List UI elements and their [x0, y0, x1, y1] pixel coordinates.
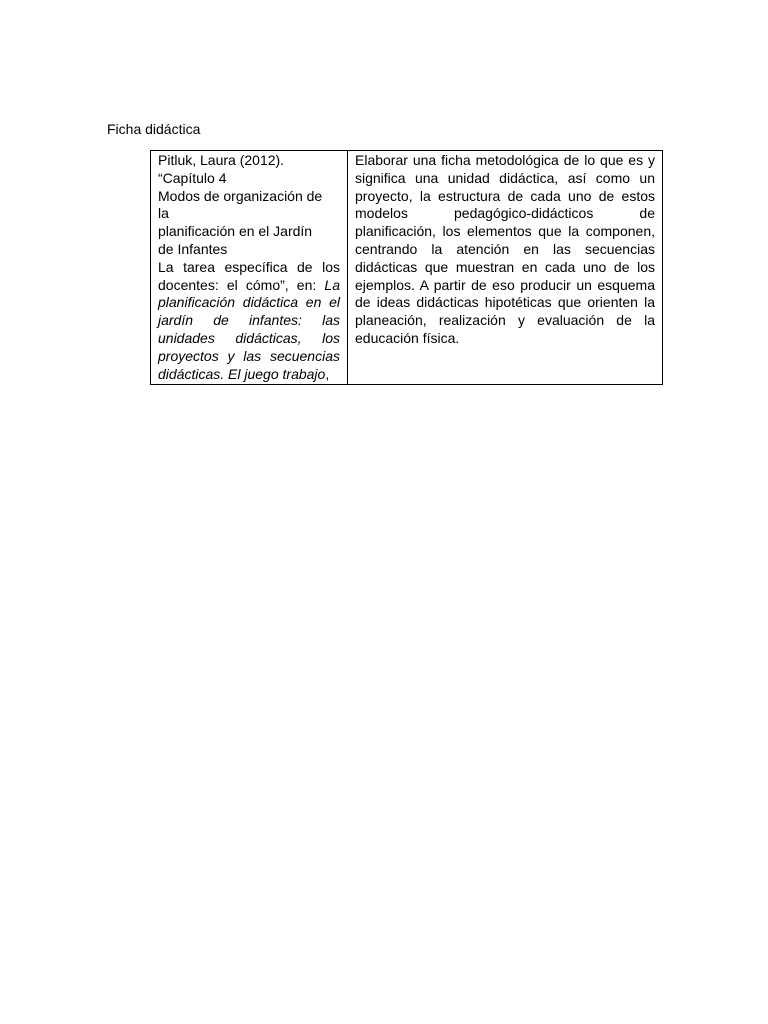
didactic-sheet-table — [150, 150, 663, 385]
reference-line: Modos de organización de — [158, 187, 323, 204]
description-cell — [348, 151, 663, 385]
reference-citation — [158, 259, 340, 384]
reference-line: “Capítulo 4 — [158, 169, 227, 186]
description-text: Elaborar una ficha metodológica de lo que es y significa una unidad didáctica, así como un proyecto, la estructura de cada uno de estos modelos pedagógico-didácticos de planificación, los elementos que la componen, centrando la atención en las secuencias didácticas que muestran en cada uno de los ejemplos. A partir de eso producir un esquema de ideas didácticas hipotéticas que orienten la planeación, realización y evaluación de la educación física. — [355, 152, 655, 346]
reference-line: la — [158, 205, 169, 222]
reference-cell — [151, 151, 348, 385]
table-row — [151, 151, 663, 385]
reference-line: de Infantes — [158, 240, 228, 257]
reference-line: planificación en el Jardín — [158, 223, 313, 240]
reference-book-title: La planificación didáctica en el jardín de infantes: las unidades didácticas, los proyectos y las secuencias didácticas. El juego trabajo — [158, 276, 340, 382]
reference-chapter-text: La tarea específica de los docentes: el cómo”, en: — [158, 258, 340, 293]
reference-trailing-comma: , — [325, 365, 330, 382]
reference-line: Pitluk, Laura (2012). — [158, 152, 285, 168]
page-title: Ficha didáctica — [107, 121, 201, 137]
